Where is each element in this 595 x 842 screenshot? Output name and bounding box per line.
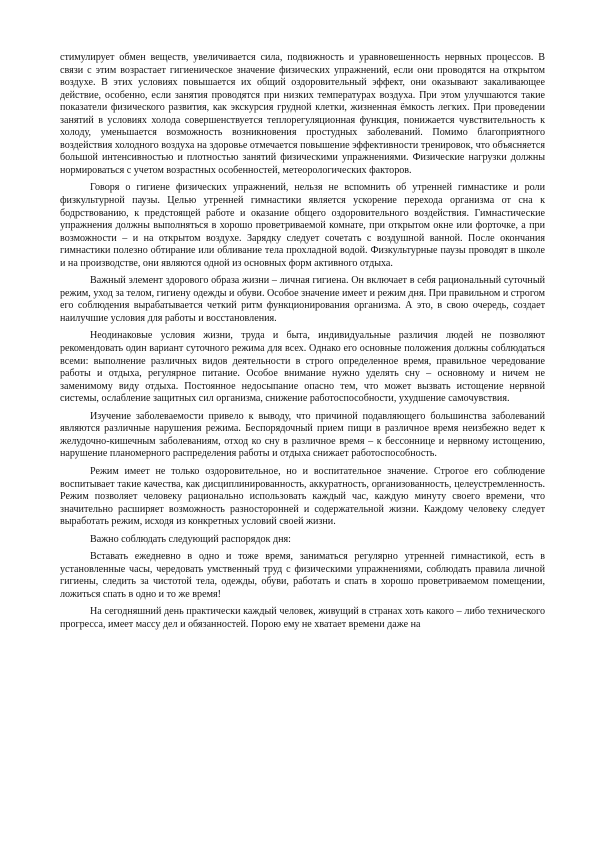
paragraph: стимулирует обмен веществ, увеличивается сила, подвижность и уравновешенность нервных процессов. В связи с этим возрастает гигиеническое значение физических упражнений, если они проводятся на открытом воздухе. В этих условиях повышается их общий оздоровительный эффект, они оказывают закаливающее действие, особенно, если занятия проводятся при низких температурах воздуха. При этом улучшаются такие показатели физического развития, как экскурсия грудной клетки, жизненная ёмкость легких. При проведении занятий в условиях холода совершенствуется теплорегуляционная функция, понижается чувствительность к холоду, уменьшается возможность возникновения простудных заболеваний. Помимо благоприятного воздействия холодного воздуха на здоровье отмечается повышение эффективности тренировок, что объясняется большой интенсивностью и плотностью занятий физическими упражнениями. Физические нагрузки должны нормироваться с учетом возрастных особенностей, метеорологических факторов. [60, 52, 545, 176]
paragraph: Режим имеет не только оздоровительное, но и воспитательное значение. Строгое его соблюдение воспитывает такие качества, как дисциплинированность, аккуратность, организованность, целеустремленность. Режим позволяет человеку рационально использовать каждый час, каждую минуту своего времени, что значительно расширяет возможность разносторонней и содержательной жизни. Каждому человеку следует выработать режим, исходя из конкретных условий своей жизни. [60, 465, 545, 528]
document-page [60, 52, 545, 637]
paragraph: Говоря о гигиене физических упражнений, нельзя не вспомнить об утренней гимнастике и роли физкультурной паузы. Целью утренней гимнастики является ускорение перехода организма от сна к бодрствованию, к предстоящей работе и оказание общего оздоровительного воздействия. Гимнастические упражнения должны выполняться в хорошо проветриваемой комнате, при открытом окне или форточке, а при возможности – и на открытом воздухе. Зарядку следует сочетать с воздушной ванной. После окончания гимнастики полезно обтирание или обливание тела прохладной водой. Физкультурные паузы проводят в школе и на производстве, они являются одной из основных форм активного отдыха. [60, 182, 545, 269]
paragraph: Неодинаковые условия жизни, труда и быта, индивидуальные различия людей не позволяют рекомендовать один вариант суточного режима для всех. Однако его основные положения должны соблюдаться всеми: выполнение различных видов деятельности в строго определенное время, правильное чередование работы и отдыха, регулярное питание. Особое внимание нужно уделять сну – основному и ничем не заменимому виду отдыха. Постоянное недосыпание опасно тем, что может вызвать истощение нервной системы, ослабление защитных сил организма, снижение работоспособности, ухудшение самочувствия. [60, 330, 545, 405]
paragraph: Изучение заболеваемости привело к выводу, что причиной подавляющего большинства заболеваний являются различные нарушения режима. Беспорядочный прием пищи в различное время неизбежно ведет к желудочно-кишечным заболеваниям, отход ко сну в различное время – к бессоннице и нервному истощению, нарушение планомерного распределения работы и отдыха снижает работоспособность. [60, 410, 545, 460]
paragraph: Вставать ежедневно в одно и тоже время, заниматься регулярно утренней гимнастикой, есть в установленные часы, чередовать умственный труд с физическими упражнениями, соблюдать правила личной гигиены, следить за чистотой тела, одежды, обуви, работать и спать в хорошо проветриваемом помещении, ложиться спать в одно и то же время! [60, 551, 545, 600]
paragraph: На сегодняшний день практически каждый человек, живущий в странах хоть какого – либо технического прогресса, имеет массу дел и обязанностей. Порою ему не хватает времени даже на [60, 606, 545, 630]
paragraph: Важный элемент здорового образа жизни – личная гигиена. Он включает в себя рациональный суточный режим, уход за телом, гигиену одежды и обуви. Особое значение имеет и режим дня. При правильном и строгом его соблюдения вырабатывается четкий ритм функционирования организма. А это, в свою очередь, создает наилучшие условия для работы и восстановления. [60, 275, 545, 324]
paragraph: Важно соблюдать следующий распорядок дня: [90, 533, 291, 545]
